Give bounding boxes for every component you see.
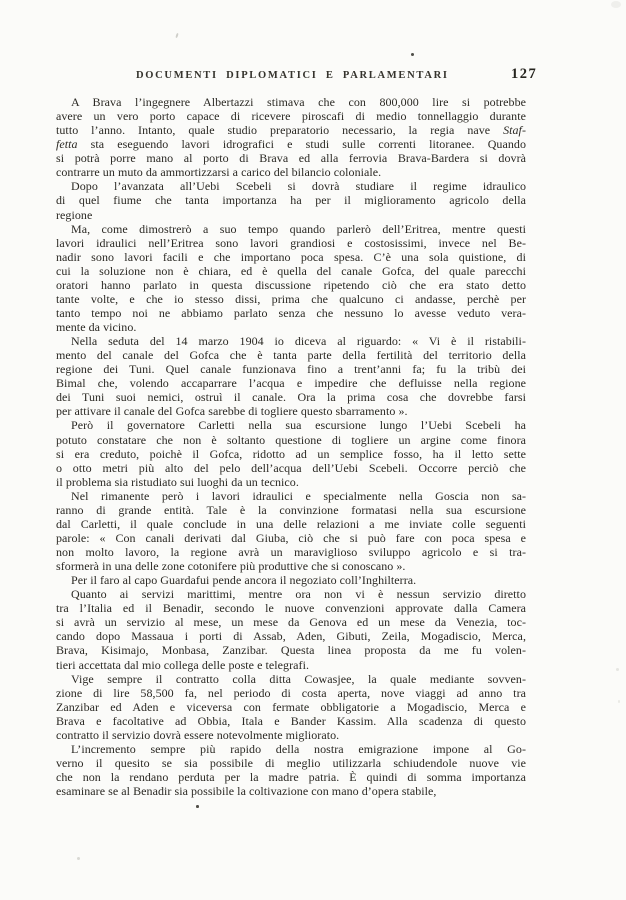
- text-line: Brava e facoltative ad Obbia, Itala e Bander Kassim. Alla scadenza di questo: [56, 713, 526, 728]
- text-line: di quel fiume che tanta importanza ha per il miglioramento agricolo della: [56, 193, 526, 208]
- text-line: dal Carletti, il quale conclude in una delle relazioni a me inviate colle seguenti: [56, 516, 526, 531]
- paragraph: [56, 587, 526, 671]
- text-line: verno il quesito se sia possibile di meglio utilizzarla schiudendole nuove vie: [56, 755, 526, 770]
- paragraph: [56, 489, 526, 573]
- text-line: Nel rimanente però i lavori idraulici e specialmente nella Goscia non sa-: [71, 488, 526, 503]
- paragraph: [56, 418, 526, 488]
- italic-text: Staf-: [503, 123, 526, 138]
- scan-smudge: [616, 668, 619, 671]
- text-line: Quanto ai servizi marittimi, mentre ora non vi è nessun servizio diretto: [71, 587, 526, 602]
- text-line: cando dopo Massaua i porti di Assab, Aden, Gibuti, Zeila, Mogadiscio, Merca,: [56, 629, 526, 644]
- text-line: mente da vicino.: [56, 320, 137, 334]
- text-line: si potrà porre mano al porto di Brava ed alla ferrovia Brava-Bardera si dovrà: [56, 151, 526, 166]
- text-line: tutto l’anno. Intanto, quale studio preparatorio necessario, la regia nave Staf-: [56, 123, 526, 138]
- text-line: Brava, Kisimajo, Monbasa, Zanzibar. Questa linea proposta da me fu volen-: [56, 643, 526, 658]
- text-line: Vige sempre il contratto colla ditta Cowasjee, la quale mediante sovven-: [71, 671, 526, 686]
- text-line: oratori hanno parlato in questa discussione ripetendo ciò che era stato detto: [56, 277, 526, 292]
- text-line: regione dei Tuni. Quel canale funzionava fino a trent’anni fa; fu la tribù dei: [56, 362, 526, 377]
- text-line: non molto lavoro, la regione avrà un maraviglioso sviluppo agricolo e si tra-: [56, 545, 526, 559]
- text-line: Nella seduta del 14 marzo 1904 io diceva al riguardo: « Vi è il ristabili-: [71, 334, 526, 349]
- text-line: sformerà in una delle zone cotonifere più produttive che si conoscano ».: [56, 559, 406, 574]
- text-line: fetta sta eseguendo lavori idrografici e studi sulle correnti litoranee. Quando: [56, 137, 526, 152]
- page-number: 127: [511, 66, 538, 82]
- text-line: contratto il servizio dovrà essere notevolmente migliorato.: [56, 727, 340, 742]
- text-line: dei Tuni suoi nemici, ostruì il canale. Ora la prima cosa che dovrebbe farsi: [56, 390, 526, 405]
- text-line: tante volte, e che io stesso dissi, prima che qualcuno ci andasse, perchè per: [56, 291, 526, 306]
- text-line: potuto constatare che non è soltanto questione di togliere un argine come finora: [56, 432, 526, 447]
- paragraph: [56, 179, 526, 221]
- text-line: cui la soluzione non è chiara, ed è quella del canale Gofca, del quale parecchi: [56, 263, 526, 278]
- ink-speck: [175, 33, 178, 38]
- text-line: per attivare il canale del Gofca sarebbe di togliere questo sbarramento ».: [56, 404, 408, 419]
- text-line: Per il faro al capo Guardafui pende ancora il negoziato coll’Inghilterra.: [71, 573, 417, 588]
- text-line: si era creduto, poichè il Gofca, ridotto ad un semplice fosso, ha il letto sette: [56, 446, 526, 461]
- scan-smudge: [618, 700, 620, 703]
- text-line: che non la rendano perduta per la madre patria. È quindi di somma importanza: [56, 770, 526, 784]
- text-line: o otto metri più alto del pelo dell’acqua dell’Uebi Scebeli. Occorre perciò che: [56, 460, 526, 475]
- paragraph: [56, 672, 526, 742]
- text-line: L’incremento sempre più rapido della nostra emigrazione impone al Go-: [71, 741, 526, 756]
- header-title: DOCUMENTI DIPLOMATICI E PARLAMENTARI: [136, 70, 449, 81]
- scan-smudge: [611, 1, 621, 8]
- text-line: nadir sono lavori facili e che importano poca spesa. C’è una sola quistione, di: [56, 249, 526, 264]
- paragraph: [56, 334, 526, 418]
- text-line: Ma, come dimostrerò a suo tempo quando parlerò dell’Eritrea, mentre questi: [71, 221, 526, 236]
- ink-speck: [196, 805, 199, 808]
- text-line: mento del canale del Gofca che è tanta parte della fertilità del territorio della: [56, 348, 526, 363]
- paragraph: [56, 95, 526, 179]
- italic-text: fetta: [56, 137, 78, 152]
- text-line: tieri accettata dal mio collega delle poste e telegrafi.: [56, 657, 310, 672]
- paragraph: [56, 742, 526, 798]
- text-line: parole: « Con canali derivati dal Giuba, ciò che si può fare con poca spesa e: [56, 530, 526, 545]
- text-line: avere un vero porto capace di ricevere piroscafi di medio tonnellaggio durante: [56, 109, 526, 124]
- text-line: zione di lire 58,500 fa, nel periodo di costa aperta, nove viaggi ad anno tra: [56, 685, 526, 700]
- text-block: [56, 95, 526, 798]
- ink-speck: [77, 857, 80, 860]
- running-header: [56, 66, 538, 86]
- text-line: lavori idraulici nell’Eritrea sono lavori grandiosi e costosissimi, invece nel Be-: [56, 235, 526, 250]
- text-line: tra l’Italia ed il Benadir, secondo le nuove convenzioni approvate dalla Camera: [56, 601, 526, 616]
- paragraph: [56, 573, 526, 587]
- text-line: contrarre un muto da ammortizzarsi a carico del bilancio coloniale.: [56, 165, 382, 180]
- text-line: Bimal che, volendo accaparrare l’acqua e impedire che defluisse nella regione: [56, 376, 526, 391]
- text-line: Zanzibar ed Aden e viceversa con fermate obbligatorie a Mogadiscio, Merca e: [56, 699, 526, 714]
- text-line: si avrà un servizio al mese, un mese da Genova ed un mese da Venezia, toc-: [56, 615, 526, 630]
- text-line: Però il governatore Carletti nella sua escursione lungo l’Uebi Scebeli ha: [71, 418, 526, 433]
- text-line: il problema sia ristudiato sui luoghi da un tecnico.: [56, 474, 299, 489]
- ink-speck: [411, 53, 414, 56]
- text-line: A Brava l’ingegnere Albertazzi stimava che con 800,000 lire si potrebbe: [71, 95, 526, 109]
- text-line: regione: [56, 207, 93, 222]
- text-line: tanto tempo noi ne abbiamo parlato senza che nessuno lo avesse veduto vera-: [56, 305, 526, 320]
- text-line: esaminare se al Benadir sia possibile la coltivazione con mano d’opera stabile,: [56, 784, 437, 799]
- text-line: ranno di grande entità. Tale è la convinzione formatasi nella sua escursione: [56, 502, 526, 517]
- paragraph: [56, 222, 526, 335]
- text-line: Dopo l’avanzata all’Uebi Scebeli si dovrà studiare il regime idraulico: [71, 179, 526, 194]
